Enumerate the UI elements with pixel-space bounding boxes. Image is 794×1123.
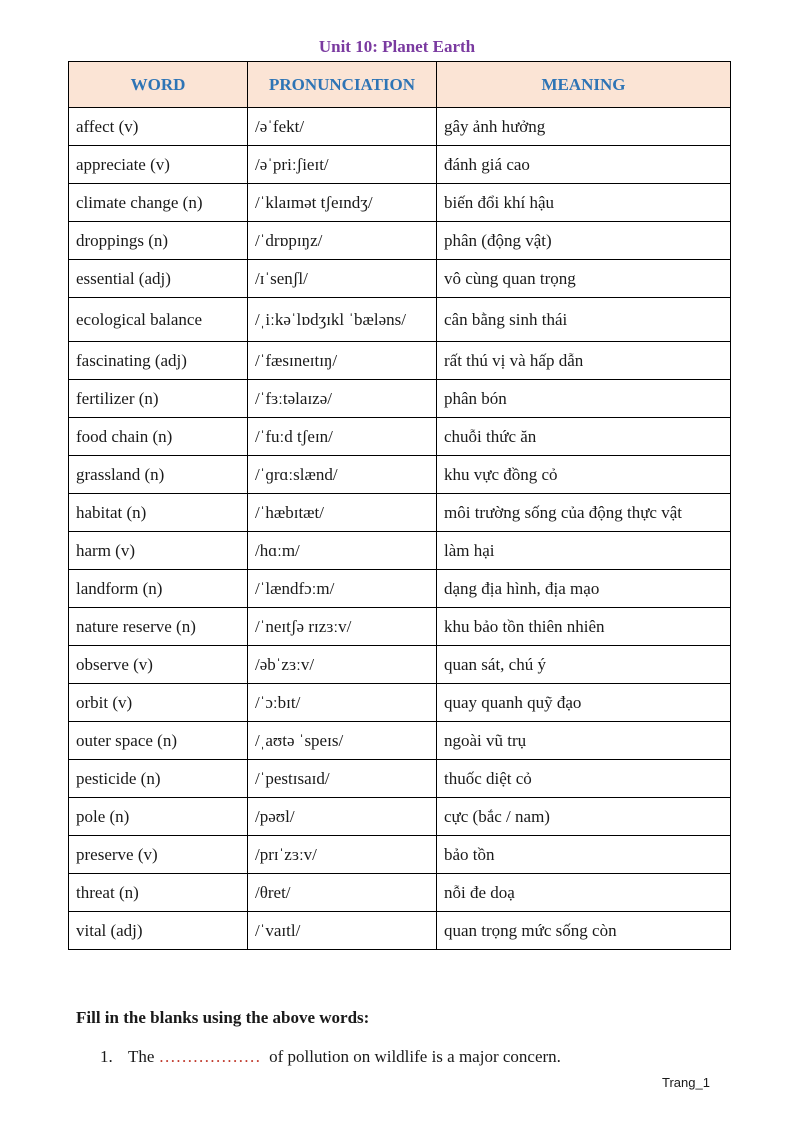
word-cell: landform (n): [69, 570, 248, 608]
meaning-cell: phân (động vật): [437, 222, 731, 260]
word-cell: ecological balance: [69, 298, 248, 342]
word-cell: essential (adj): [69, 260, 248, 298]
word-cell: vital (adj): [69, 912, 248, 950]
meaning-cell: thuốc diệt cỏ: [437, 760, 731, 798]
word-cell: droppings (n): [69, 222, 248, 260]
table-row: [69, 570, 731, 608]
question-text-before: The: [127, 1047, 155, 1066]
meaning-cell: làm hại: [437, 532, 731, 570]
table-row: [69, 418, 731, 456]
pronunciation-cell: /ˈvaɪtl/: [248, 912, 437, 950]
word-cell: threat (n): [69, 874, 248, 912]
meaning-cell: cân bằng sinh thái: [437, 298, 731, 342]
pronunciation-cell: /ˈɡrɑːslænd/: [248, 456, 437, 494]
table-row: [69, 456, 731, 494]
table-row: [69, 298, 731, 342]
pronunciation-cell: /hɑːm/: [248, 532, 437, 570]
table-row: [69, 646, 731, 684]
table-row: [69, 836, 731, 874]
pronunciation-cell: /ˈhæbɪtæt/: [248, 494, 437, 532]
word-cell: nature reserve (n): [69, 608, 248, 646]
table-row: [69, 260, 731, 298]
pronunciation-cell: /ˈfuːd tʃeɪn/: [248, 418, 437, 456]
pronunciation-cell: /əˈpriːʃieɪt/: [248, 146, 437, 184]
pronunciation-cell: /ˌaʊtə ˈspeɪs/: [248, 722, 437, 760]
meaning-cell: biến đổi khí hậu: [437, 184, 731, 222]
pronunciation-cell: /əˈfekt/: [248, 108, 437, 146]
meaning-cell: dạng địa hình, địa mạo: [437, 570, 731, 608]
meaning-cell: nỗi đe doạ: [437, 874, 731, 912]
column-header-word: WORD: [69, 62, 248, 108]
table-row: [69, 874, 731, 912]
table-row: [69, 222, 731, 260]
meaning-cell: ngoài vũ trụ: [437, 722, 731, 760]
pronunciation-cell: /prɪˈzɜːv/: [248, 836, 437, 874]
word-cell: grassland (n): [69, 456, 248, 494]
word-cell: outer space (n): [69, 722, 248, 760]
question-text-after: of pollution on wildlife is a major concern.: [269, 1047, 561, 1066]
pronunciation-cell: /ɪˈsenʃl/: [248, 260, 437, 298]
table-row: [69, 184, 731, 222]
word-cell: pesticide (n): [69, 760, 248, 798]
table-row: [69, 912, 731, 950]
pronunciation-cell: /ˈɔːbɪt/: [248, 684, 437, 722]
word-cell: preserve (v): [69, 836, 248, 874]
question-number: 1.: [100, 1047, 113, 1066]
word-cell: pole (n): [69, 798, 248, 836]
word-cell: climate change (n): [69, 184, 248, 222]
table-row: [69, 380, 731, 418]
word-cell: fascinating (adj): [69, 342, 248, 380]
meaning-cell: khu bảo tồn thiên nhiên: [437, 608, 731, 646]
pronunciation-cell: /ˈklaɪmət tʃeɪndʒ/: [248, 184, 437, 222]
table-row: [69, 146, 731, 184]
page-number: Trang_1: [662, 1075, 710, 1090]
pronunciation-cell: /ˈfæsɪneɪtɪŋ/: [248, 342, 437, 380]
table-row: [69, 608, 731, 646]
pronunciation-cell: /ˈdrɒpɪŋz/: [248, 222, 437, 260]
meaning-cell: môi trường sống của động thực vật: [437, 494, 731, 532]
meaning-cell: quay quanh quỹ đạo: [437, 684, 731, 722]
table-row: [69, 108, 731, 146]
meaning-cell: vô cùng quan trọng: [437, 260, 731, 298]
exercise-heading: Fill in the blanks using the above words:: [76, 1008, 370, 1027]
pronunciation-cell: /pəʊl/: [248, 798, 437, 836]
answer-blank[interactable]: ………………: [158, 1047, 261, 1066]
pronunciation-cell: /əbˈzɜːv/: [248, 646, 437, 684]
table-row: [69, 342, 731, 380]
table-row: [69, 494, 731, 532]
pronunciation-cell: /ˌiːkəˈlɒdʒɪkl ˈbæləns/: [248, 298, 437, 342]
meaning-cell: phân bón: [437, 380, 731, 418]
table-row: [69, 798, 731, 836]
word-cell: harm (v): [69, 532, 248, 570]
meaning-cell: chuỗi thức ăn: [437, 418, 731, 456]
word-cell: orbit (v): [69, 684, 248, 722]
meaning-cell: cực (bắc / nam): [437, 798, 731, 836]
word-cell: food chain (n): [69, 418, 248, 456]
meaning-cell: đánh giá cao: [437, 146, 731, 184]
pronunciation-cell: /ˈneɪtʃə rɪzɜːv/: [248, 608, 437, 646]
pronunciation-cell: /ˈlændfɔːm/: [248, 570, 437, 608]
table-row: [69, 532, 731, 570]
meaning-cell: gây ảnh hưởng: [437, 108, 731, 146]
column-header-meaning: MEANING: [437, 62, 731, 108]
table-row: [69, 684, 731, 722]
meaning-cell: quan sát, chú ý: [437, 646, 731, 684]
table-header-row: [69, 62, 731, 108]
meaning-cell: rất thú vị và hấp dẫn: [437, 342, 731, 380]
table-row: [69, 722, 731, 760]
page-title: Unit 10: Planet Earth: [318, 37, 476, 56]
table-row: [69, 760, 731, 798]
meaning-cell: bảo tồn: [437, 836, 731, 874]
word-cell: fertilizer (n): [69, 380, 248, 418]
column-header-pronunciation: PRONUNCIATION: [248, 62, 437, 108]
pronunciation-cell: /ˈpestɪsaɪd/: [248, 760, 437, 798]
vocabulary-table: [68, 61, 731, 950]
word-cell: affect (v): [69, 108, 248, 146]
meaning-cell: khu vực đồng cỏ: [437, 456, 731, 494]
question-item: [100, 1047, 561, 1067]
word-cell: observe (v): [69, 646, 248, 684]
meaning-cell: quan trọng mức sống còn: [437, 912, 731, 950]
pronunciation-cell: /ˈfɜːtəlaɪzə/: [248, 380, 437, 418]
pronunciation-cell: /θret/: [248, 874, 437, 912]
word-cell: habitat (n): [69, 494, 248, 532]
word-cell: appreciate (v): [69, 146, 248, 184]
